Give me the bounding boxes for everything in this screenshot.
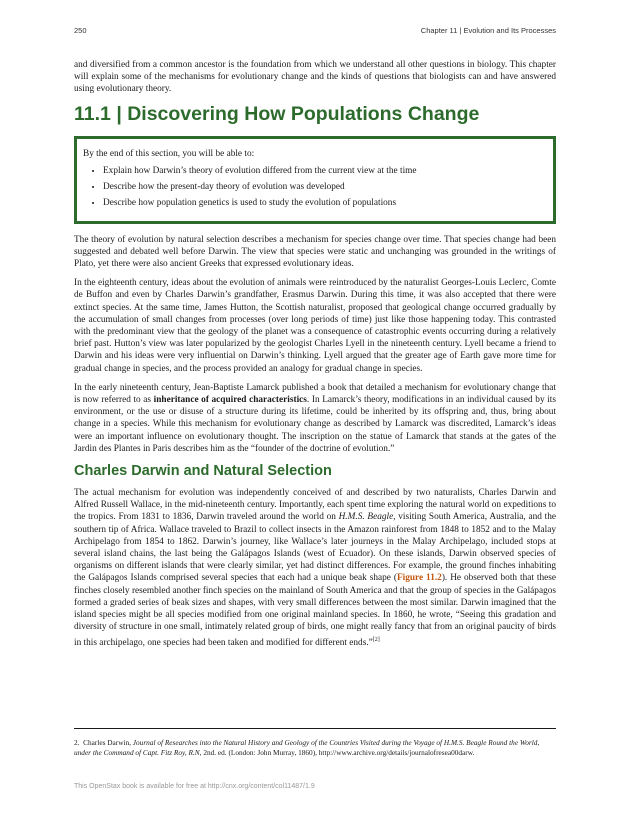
chapter-header: Chapter 11 | Evolution and Its Processes bbox=[420, 26, 556, 35]
page-number: 250 bbox=[74, 26, 87, 35]
section-number: 11.1 bbox=[74, 102, 111, 125]
eighteenth-century-paragraph: In the eighteenth century, ideas about the evolution of animals were reintroduced by the naturalist Georges-Louis Leclerc, Comte de Buffon and even by Charles Darwin’s grandfather, Erasmus Darwin. During this time, it was also accepted that there were extinct species. At the same time, James Hutton, the Scottish naturalist, proposed that geological change occurred gradually by the accumulation of small changes from processes (over long periods of time) just like those happening today. This contrasted with the predominant view that the geology of the planet was a consequence of catastrophic events occurring during a relatively brief past. Hutton’s view was later popularized by the geologist Charles Lyell in the nineteenth century. Lyell became a friend to Darwin and his ideas were very influential on Darwin’s thinking. Lyell argued that the greater age of Earth gave more time for gradual change in species, and the process provided an analogy for gradual change in species. bbox=[74, 278, 556, 374]
darwin-text-1: The actual mechanism for evolution was independently conceived of and described by two naturalists, Charles Darwin and Alfred Russell Wallace, in the mid-nineteenth century. Importantly, each spent time exploring the natural world on expeditions to the tropics. From 1831 to 1836, Darwin traveled around the world on bbox=[74, 488, 556, 523]
footnote-number: 2. bbox=[74, 738, 80, 747]
footnote-author: Charles Darwin, bbox=[83, 738, 133, 747]
figure-link[interactable]: Figure 11.2 bbox=[396, 573, 442, 584]
darwin-text-3: ). He observed both that these finches closely resembled another finch species on the mainland of South America and that the group of species in the Galápagos formed a graded series of beak sizes and shapes, with very small differences between the most similar. Darwin imagined that the island species might be all species modified from one original mainland species. In 1860, he wrote, “Seeing this gradation and diversity of structure in one small, intimately related group of birds, one might really fancy that from an original paucity of birds in this archipelago, one species had been taken and modified for different ends.” bbox=[74, 573, 557, 648]
objectives-list bbox=[83, 165, 543, 209]
lamarck-paragraph bbox=[74, 382, 556, 455]
section-separator: | bbox=[116, 102, 122, 125]
darwin-text-2: , visiting South America, Australia, and the southern tip of Africa. Wallace traveled to Brazil to collect insects in the Amazon rainforest from 1848 to 1852 and to the Malay Archipelago from 1854 to 1862. Darwin’s journey, like Wallace’s later journeys in the Malay Archipelago, included stops at several island chains, the last being the Galápagos Islands (west of Ecuador). On these islands, Darwin observed species of organisms on different islands that were clearly similar, yet had distinct differences. For example, the ground finches inhabiting the Galápagos Islands comprised several species that each had a unique beak shape ( bbox=[74, 512, 556, 584]
footnote-title: Journal of Researches into the Natural History and Geology of the Countries Visited during the Voyage of H.M.S. Beagle Round the World, under the Command of Capt. Fitz Roy, R.N bbox=[74, 738, 540, 757]
footnote-divider bbox=[74, 728, 556, 729]
lamarck-text-2: . In Lamarck’s theory, modifications in an individual caused by its environment, or the use or disuse of a structure during its lifetime, could be inherited by its offspring and, thus, bring about change in a species. While this mechanism for evolutionary change as described by Lamarck was discredited, Lamarck’s ideas were an important influence on evolutionary thought. The inscription on the statue of Lamarck that stands at the gates of the Jardin des Plantes in Paris describes him as the “founder of the doctrine of evolution.” bbox=[74, 395, 556, 454]
page-content bbox=[74, 59, 556, 656]
objectives-intro: By the end of this section, you will be able to: bbox=[83, 148, 255, 159]
section-title-text: Discovering How Populations Change bbox=[127, 102, 480, 125]
darwin-paragraph bbox=[74, 487, 556, 649]
intro-paragraph: and diversified from a common ancestor is the foundation from which we understand all other questions in biology. This chapter will explain some of the mechanisms for evolutionary change and the kinds of questions that biologists can and have answered using evolutionary theory. bbox=[74, 60, 556, 95]
page-footer: This OpenStax book is available for free at http://cnx.org/content/col11487/1.9 bbox=[74, 783, 315, 790]
objective-item: • Describe how the present-day theory of evolution was developed bbox=[103, 181, 543, 193]
footnote bbox=[74, 738, 556, 758]
key-term: inheritance of acquired characteristics bbox=[153, 395, 307, 406]
subsection-title: Charles Darwin and Natural Selection bbox=[74, 463, 332, 480]
section-title bbox=[74, 103, 556, 126]
learning-objectives-box bbox=[74, 136, 556, 224]
footnote-details: , 2nd. ed. (London: John Murray, 1860), http://www.archive.org/details/journalofresea00darw. bbox=[199, 748, 475, 757]
evolution-theory-paragraph: The theory of evolution by natural selection describes a mechanism for species change over time. That species change had been suggested and debated well before Darwin. The view that species were static and unchanging was grounded in the writings of Plato, yet there were also ancient Greeks that expressed evolutionary ideas. bbox=[74, 234, 556, 270]
objective-item: • Describe how population genetics is used to study the evolution of populations bbox=[103, 197, 543, 209]
lamarck-text-1: In the early nineteenth century, Jean-Baptiste Lamarck published a book that detailed a mechanism for evolutionary change that is now referred to as bbox=[74, 382, 556, 406]
ship-name: H.M.S. Beagle bbox=[338, 512, 394, 523]
footnote-reference[interactable]: [2] bbox=[372, 636, 380, 643]
objective-item: • Explain how Darwin’s theory of evolution differed from the current view at the time bbox=[103, 165, 543, 177]
